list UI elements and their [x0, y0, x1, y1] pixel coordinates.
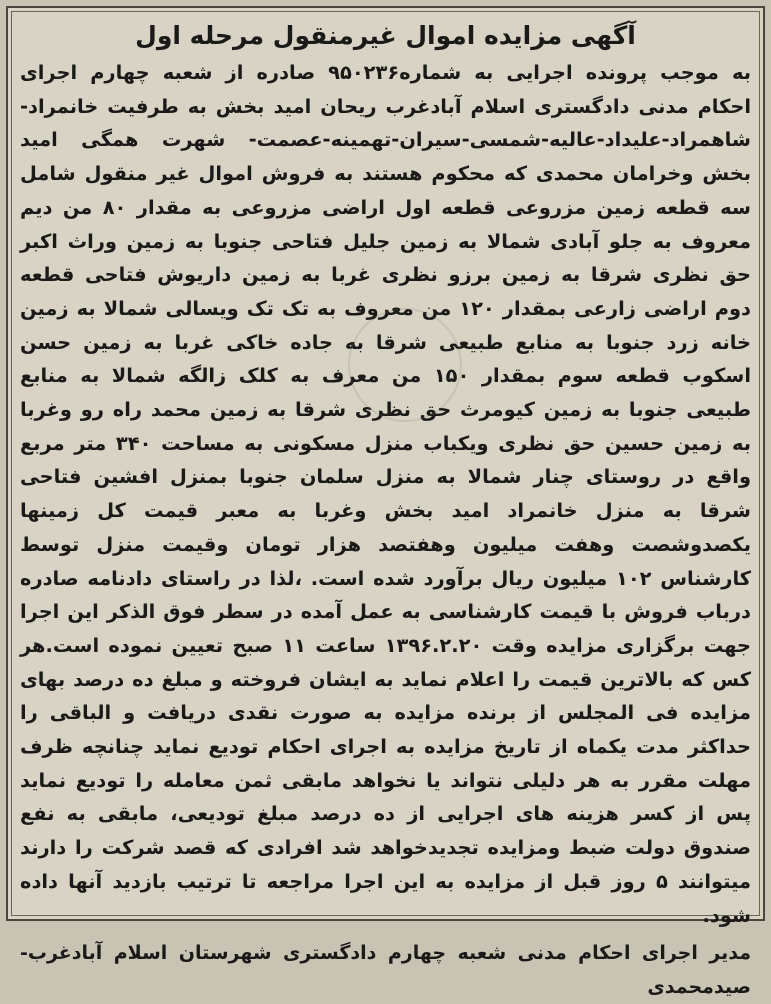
- notice-signature: مدیر اجرای احکام مدنی شعبه چهارم دادگستری شهرستان اسلام آبادغرب-صیدمحمدی: [20, 942, 751, 999]
- notice-content: [20, 18, 751, 999]
- notice-body: به موجب پرونده اجرایی به شماره۹۵۰۲۳۶ صادره از شعبه چهارم اجرای احکام مدنی دادگستری اسلام آبادغرب ریحان امید بخش به طرفیت خانمراد-شاهمراد-علیداد-عالیه-شمسی-سیران-تهمینه-عصمت- شهرت همگی امید بخش وخرامان محمدی که محکوم هستند به فروش اموال غیر منقول شامل سه قطعه زمین مزروعی قطعه اول اراضی مزروعی به مقدار ۸۰ من دیم معروف به جلو آبادی شمالا به زمین جلیل فتاحی جنوبا به زمین وراث اکبر حق نظری شرقا به زمین برزو نظری غربا به زمین داریوش فتاحی قطعه دوم اراضی زارعی بمقدار ۱۲۰ من معروف به تک تک ویسالی شمالا به زمین خانه زرد جنوبا به منابع طبیعی شرقا به جاده خاکی غربا به زمین حسن اسکوب قطعه سوم بمقدار ۱۵۰ من معرف به کلک زالگه شمالا به منابع طبیعی جنوبا به زمین کیومرث حق نظری شرقا به زمین محمد راه رو وغربا به زمین حسین حق نظری ویکباب منزل مسکونی به مساحت ۳۴۰ متر مربع واقع در روستای چنار شمالا به منزل سلمان جنوبا بمنزل افشین فتاحی شرقا به منزل خانمراد امید بخش وغربا به معبر قیمت کل زمینها یکصدوشصت وهفت میلیون وهفتصد هزار تومان وقیمت منزل توسط کارشناس ۱۰۲ میلیون ریال برآورد شده است. ،لذا در راستای دادنامه صادره درباب فروش با قیمت کارشناسی به عمل آمده در سطر فوق الذکر این اجرا جهت برگزاری مزایده وقت ۱۳۹۶.۲.۲۰ ساعت ۱۱ صبح تعیین نموده است.هر کس که بالاترین قیمت را اعلام نماید به ایشان فروخته و مبلغ ده درصد بهای مزایده فی المجلس از برنده مزایده به صورت نقدی دریافت و الباقی را حداکثر مدت یکماه از تاریخ مزایده به اجرای احکام تودیع نماید چنانچه ظرف مهلت مقرر به هر دلیلی نتواند یا نخواهد مابقی ثمن معامله را تودیع نماید پس از کسر هزینه های اجرایی از ده درصد مبلغ تودیعی، مابقی به نفع صندوق دولت ضبط ومزایده تجدیدخواهد شد افرادی که قصد شرکت را دارند میتوانند ۵ روز قبل از مزایده به این اجرا مراجعه تا ترتیب بازدید آنها داده شود.: [20, 61, 751, 927]
- notice-frame: [6, 6, 765, 999]
- notice-title: آگهی مزایده اموال غیرمنقول مرحله اول: [135, 21, 636, 50]
